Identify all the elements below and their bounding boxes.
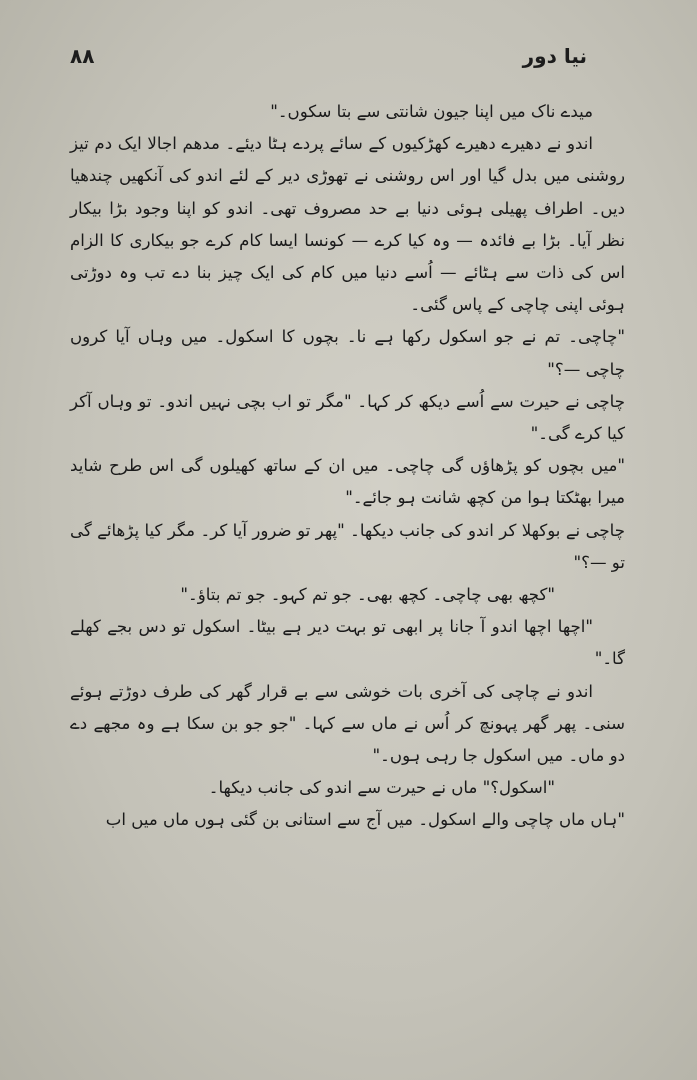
paragraph: "ہاں ماں چاچی والے اسکول۔ میں آج سے استانی بن گئی ہوں ماں میں اب (105, 810, 625, 830)
page-header (70, 44, 587, 74)
paragraph: چاچی نے بوکھلا کر اندو کی جانب دیکھا۔ "پھر تو ضرور آیا کر۔ مگر کیا پڑھائے گی تو —؟" (70, 520, 625, 572)
paragraph: اندو نے دھیرے دھیرے کھڑکیوں کے سائے پردے ہٹا دیئے۔ مدھم اجالا ایک دم تیز روشنی میں بدل گیا اور اس روشنی نے تھوڑی دیر کے لئے اندو کی آنکھیں چندھیا دیں۔ اطراف پھیلی ہوئی دنیا بے حد مصروف تھی۔ اندو کو اپنا وجود بڑا بیکار نظر آیا۔ بڑا بے فائدہ — وہ کیا کرے — کونسا ایسا کام کرے جو بیکاری کا الزام اس کی ذات سے ہٹائے — اُسے دنیا میں کام کی ایک چیز بنا دے تب وہ دوڑتی ہوئی اپنی چاچی کے پاس گئی۔ (70, 134, 625, 315)
page-number: ۸۸ (70, 44, 95, 68)
paragraph: "اچھا اچھا اندو آ جانا پر ابھی تو بہت دیر ہے بیٹا۔ اسکول تو دس بجے کھلے گا۔" (70, 617, 625, 669)
story-text (70, 96, 625, 1020)
paragraph: "چاچی۔ تم نے جو اسکول رکھا ہے نا۔ بچوں کا اسکول۔ میں وہاں آیا کروں چاچی —؟" (70, 327, 625, 379)
paragraph: "اسکول؟" ماں نے حیرت سے اندو کی جانب دیکھا۔ (208, 778, 555, 798)
paragraph: چاچی نے حیرت سے اُسے دیکھ کر کہا۔ "مگر تو اب بچی نہیں اندو۔ تو وہاں آکر کیا کرے گی۔" (70, 391, 625, 444)
paragraph: "کچھ بھی چاچی۔ کچھ بھی۔ جو تم کہو۔ جو تم بتاؤ۔" (180, 585, 555, 605)
paragraph: اندو نے چاچی کی آخری بات خوشی سے بے قرار گھر کی طرف دوڑتے ہوئے سنی۔ پھر گھر پہونچ کر اُس نے ماں سے کہا۔ "جو جو بن سکا ہے وہ مجھے دے دو ماں۔ میں اسکول جا رہی ہوں۔" (70, 681, 625, 766)
paragraph: "میں بچوں کو پڑھاؤں گی چاچی۔ میں ان کے ساتھ کھیلوں گی اس طرح شاید میرا بھٹکتا ہوا من کچھ شانت ہو جائے۔" (70, 456, 625, 508)
paragraph: میدے ناک میں اپنا جیون شانتی سے بتا سکوں۔" (270, 102, 593, 121)
running-title: نیا دور (522, 44, 587, 68)
